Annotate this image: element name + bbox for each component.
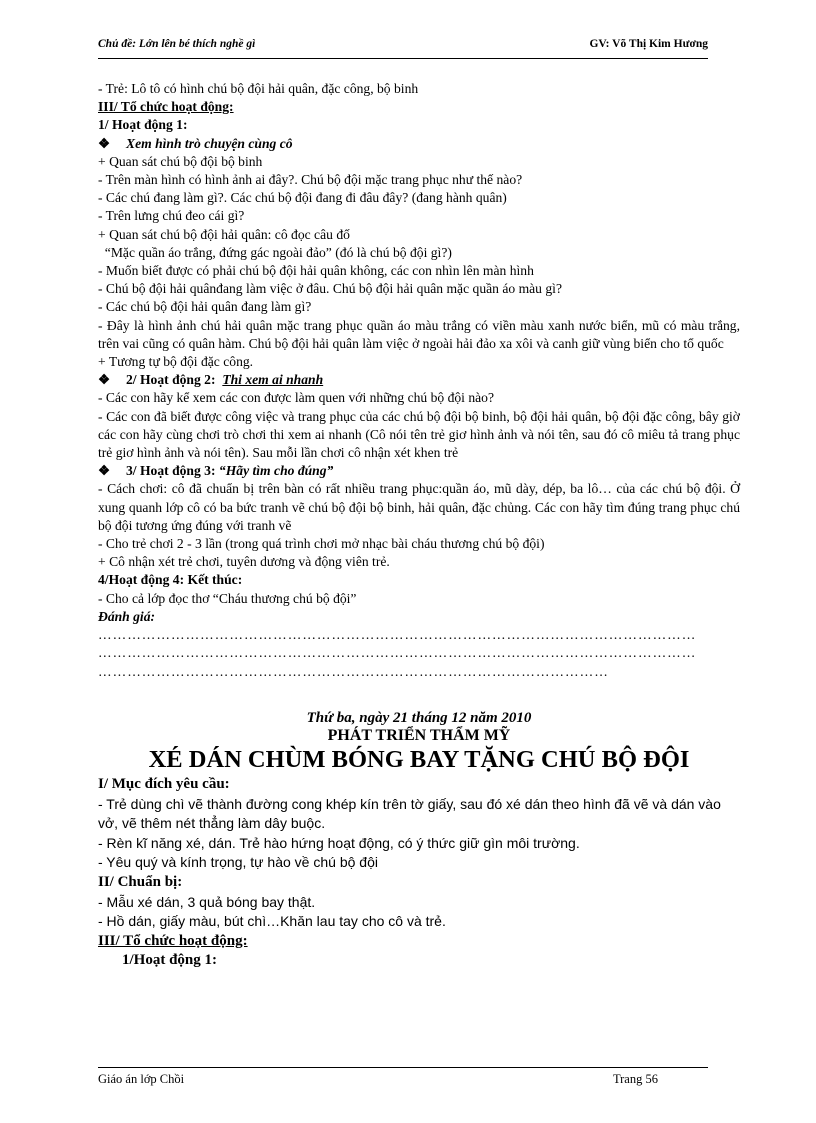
preparation-heading: II/ Chuẩn bị:: [98, 874, 183, 891]
activity-3-line: + Cô nhận xét trẻ chơi, tuyên dương và động viên trẻ.: [98, 554, 390, 570]
preparation-line: - Hồ dán, giấy màu, bút chì…Khăn lau tay cho cô và trẻ.: [98, 913, 446, 930]
footer-class: Giáo án lớp Chồi: [98, 1072, 185, 1086]
activity-2-line: - Các con hãy kể xem các con được làm quen với những chú bộ đội nào?: [98, 390, 495, 406]
organization-heading: III/ Tổ chức hoạt động:: [98, 932, 248, 949]
evaluation-dots: ……………………………………………………………………………………………………………: [98, 627, 697, 643]
lesson-date: Thứ ba, ngày 21 tháng 12 năm 2010: [306, 709, 532, 726]
activity-1-heading: 1/ Hoạt động 1:: [98, 117, 188, 133]
page-footer: [98, 1067, 708, 1086]
activity-4-heading: 4/Hoạt động 4: Kết thúc:: [98, 572, 243, 588]
activity-1-heading-2: 1/Hoạt động 1:: [122, 952, 218, 969]
page-header: [98, 38, 708, 56]
activity-3-line: - Cách chơi: cô đã chuẩn bị trên bàn có rất nhiều trang phục:quần áo, mũ dày, dép, ba lô… của các chú bộ đội. Ở xung quanh lớp cô có ba bức tranh vẽ chú bộ đội bộ binh, hải quân, đặc chủng. Các con hãy tìm đúng trang phục chú bộ đội tương ứng đúng với tranh vẽ: [98, 481, 740, 533]
footer-page-number: Trang 56: [612, 1072, 658, 1086]
preparation-line: - Mẫu xé dán, 3 quả bóng bay thật.: [98, 893, 316, 910]
activity-1-line: - Muốn biết được có phải chú bộ đội hải quân không, các con nhìn lên màn hình: [98, 263, 534, 279]
activity-1-line: + Quan sát chú bộ đội bộ binh: [98, 153, 263, 169]
activity-1-line: + Tương tự bộ đội đặc công.: [98, 354, 254, 370]
evaluation-heading: Đánh giá:: [98, 608, 156, 624]
activity-1-line: - Trên màn hình có hình ảnh ai đây?. Chú bộ đội mặc trang phục như thế nào?: [98, 172, 523, 188]
lesson-body: [98, 775, 740, 971]
header-teacher: GV: Võ Thị Kim Hương: [589, 38, 708, 50]
activity-3-line: - Cho trẻ chơi 2 - 3 lần (trong quá trình chơi mở nhạc bài cháu thương chú bộ đội): [98, 536, 545, 552]
document-body: [98, 80, 740, 971]
activity-1-line: - Đây là hình ảnh chú hải quân mặc trang phục quần áo màu trắng có viền màu xanh nước biển, mũ có màu trắng, trên vai cũng có quân hàm. Chú bộ đội hải quân làm việc ở ngoài hải đảo xa xôi và canh giữ vùng biển cho tổ quốc: [98, 317, 740, 351]
activity-1-line: - Trên lưng chú đeo cái gì?: [98, 208, 245, 224]
diamond-bullet-icon: ❖: [98, 463, 111, 479]
objectives-heading: I/ Mục đích yêu cầu:: [98, 776, 230, 793]
lesson-title: XÉ DÁN CHÙM BÓNG BAY TẶNG CHÚ BỘ ĐỘI: [148, 746, 690, 774]
activity-1-line: - Chú bộ đội hải quânđang làm việc ở đâu. Chú bộ đội hải quân mặc quần áo màu gì?: [98, 281, 562, 297]
activity-1-sub: ❖ Xem hình trò chuyện cùng cô: [98, 135, 740, 153]
evaluation-dots: ……………………………………………………………………………………………………………: [98, 645, 697, 661]
activity-1-line: - Các chú bộ đội hải quân đang làm gì?: [98, 299, 312, 315]
section-heading-iii: III/ Tổ chức hoạt động:: [98, 99, 234, 115]
objectives-line: - Trẻ dùng chì vẽ thành đường cong khép kín trên tờ giấy, sau đó xé dán theo hình đã vẽ và dán vào vở, vẽ thêm nét thẳng làm dây buộc.: [98, 795, 721, 832]
materials-line: - Trẻ: Lô tô có hình chú bộ đội hải quân, đặc công, bộ binh: [98, 81, 419, 96]
diamond-bullet-icon: ❖: [98, 135, 111, 151]
activity-2-line: - Các con đã biết được công việc và trang phục của các chú bộ đội bộ binh, bộ đội hải quân, bộ đội đặc công, bây giờ các con hãy cùng chơi trò chơi thi xem ai nhanh (Cô nói tên trẻ giơ hình ảnh và nói tên, sau đó cô miêu tả trang phục trẻ giơ hình ảnh và nói tên). Sau mỗi lần chơi cô nhận xét khen trẻ: [98, 408, 740, 461]
diamond-bullet-icon: ❖: [98, 372, 111, 388]
lesson-subject: PHÁT TRIỂN THẨM MỸ: [327, 726, 511, 744]
header-topic: Chủ đề: Lớn lên bé thích nghề gì: [98, 38, 256, 50]
header-divider: [98, 58, 708, 59]
objectives-line: - Rèn kĩ năng xé, dán. Trẻ hào hứng hoạt động, có ý thức giữ gìn môi trường.: [98, 834, 580, 851]
activity-2-heading: ❖ 2/ Hoạt động 2: Thi xem ai nhanh: [98, 371, 740, 389]
activity-3-heading: ❖ 3/ Hoạt động 3: “Hãy tìm cho đúng”: [98, 462, 740, 480]
evaluation-dots: ……………………………………………………………………………………………: [98, 663, 609, 679]
activity-4-line: - Cho cả lớp đọc thơ “Cháu thương chú bộ đội”: [98, 590, 357, 606]
activity-1-line: + Quan sát chú bộ đội hải quân: cô đọc câu đố: [98, 226, 350, 242]
activity-1-line: - Các chú đang làm gì?. Các chú bộ đội đang đi đâu đây? (đang hành quân): [98, 190, 507, 206]
activity-1-line: “Mặc quần áo trắng, đứng gác ngoài đảo” (đó là chú bộ đội gì?): [98, 244, 452, 260]
objectives-line: - Yêu quý và kính trọng, tự hào về chú bộ đội: [98, 854, 378, 871]
